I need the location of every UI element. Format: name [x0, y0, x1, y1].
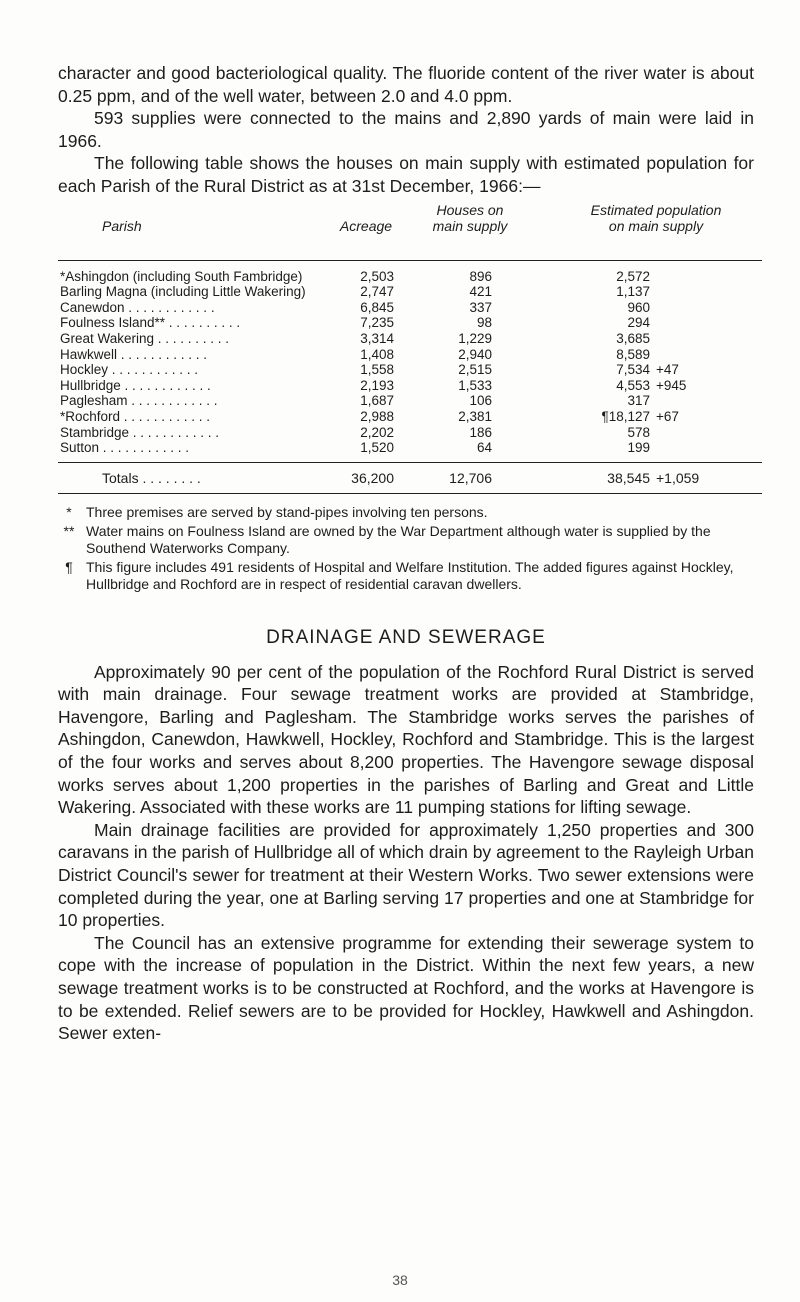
parish-cell: Hullbridge . . . . . . . . . . . . [60, 377, 211, 393]
table-header [58, 202, 762, 260]
population-cell: ¶18,127 [601, 408, 650, 424]
footnotes [58, 504, 754, 593]
footnote-text: This figure includes 491 residents of Hospital and Welfare Institution. The added figures against Hockley, Hullbridge and Rochford are in respect of residential caravan dwellers. [86, 559, 734, 593]
houses-cell: 421 [469, 284, 492, 300]
table-row [58, 378, 762, 394]
acreage-cell: 1,687 [360, 393, 394, 409]
table-row [58, 331, 762, 347]
parish-cell: Great Wakering . . . . . . . . . . [60, 330, 230, 346]
footnote-text: Water mains on Foulness Island are owned by the War Department although water is supplied by the Southend Waterworks Company. [86, 523, 711, 556]
population-cell: 3,685 [616, 330, 650, 346]
houses-cell: 98 [476, 315, 492, 331]
parish-cell: Sutton . . . . . . . . . . . . [60, 440, 190, 456]
houses-cell: 1,533 [458, 377, 492, 393]
table-row [58, 347, 762, 363]
acreage-cell: 2,193 [360, 377, 394, 393]
footnote-mark: ** [63, 523, 75, 540]
parish-cell: *Ashingdon (including South Fambridge) [60, 268, 303, 284]
table-row [58, 425, 762, 441]
caravan-cell: +945 [656, 377, 687, 393]
footnote [58, 523, 754, 556]
footnote-mark: ¶ [65, 559, 73, 576]
acreage-cell: 7,235 [360, 315, 394, 331]
section-paragraph-3: The Council has an extensive programme for extending their sewerage system to cope with the increase of population in the District. Within the next few years, a new sewage treatment works is to be constructed at Rochford, and the works at Havengore is to be extended. Relief sewers are to be provided for Hockley, Hawkwell and Ashingdon. Sewer exten- [58, 932, 754, 1044]
table-row [58, 393, 762, 409]
totals-caravan: +1,059 [656, 469, 700, 486]
header-houses: Houses on main supply [432, 201, 508, 234]
population-cell: 8,589 [616, 346, 650, 362]
population-cell: 317 [627, 393, 650, 409]
totals-acreage: 36,200 [351, 469, 394, 486]
header-acreage: Acreage [339, 217, 393, 234]
acreage-cell: 2,988 [360, 408, 394, 424]
section-paragraph-1: Approximately 90 per cent of the population of the Rochford Rural District is served with main drainage. Four sewage treatment works are provided at Stambridge, Havengore, Barling and Paglesham. The Stambridge works serves the parishes of Ashingdon, Canewdon, Hawkwell, Hockley, Rochford and Stambridge. This is the largest of the four works and serves about 8,200 properties. The Havengore sewage disposal works serves about 1,200 properties in the parishes of Barling and Great and Little Wakering. Associated with these works are 11 pumping stations for lifting sewage. [58, 661, 754, 818]
footnote [58, 504, 754, 521]
parish-cell: Paglesham . . . . . . . . . . . . [60, 393, 218, 409]
section-heading: DRAINAGE AND SEWERAGE [266, 626, 546, 648]
acreage-cell: 1,520 [360, 440, 394, 456]
acreage-cell: 6,845 [360, 299, 394, 315]
page-number: 38 [392, 1272, 408, 1288]
table-row [58, 409, 762, 425]
table-bottom-rule [58, 493, 762, 494]
acreage-cell: 2,747 [360, 284, 394, 300]
houses-cell: 2,381 [458, 408, 492, 424]
table-row [58, 300, 762, 316]
table-body [58, 261, 762, 462]
table-row [58, 362, 762, 378]
document-page [58, 62, 754, 1045]
population-cell: 199 [627, 440, 650, 456]
population-cell: 294 [627, 315, 650, 331]
acreage-cell: 1,558 [360, 362, 394, 378]
header-parish: Parish [102, 217, 142, 234]
parish-cell: Canewdon . . . . . . . . . . . . [60, 299, 215, 315]
acreage-cell: 2,503 [360, 268, 394, 284]
houses-cell: 2,515 [458, 362, 492, 378]
totals-population: 38,545 [607, 469, 650, 486]
footnote-mark: * [66, 503, 72, 520]
houses-cell: 186 [469, 424, 492, 440]
parish-cell: Foulness Island** . . . . . . . . . . [60, 315, 241, 331]
totals-row [58, 463, 762, 493]
parish-cell: *Rochford . . . . . . . . . . . . [60, 408, 211, 424]
population-cell: 7,534 [616, 362, 650, 378]
population-cell: 2,572 [616, 268, 650, 284]
caravan-cell: +67 [656, 408, 679, 424]
footnote [58, 559, 754, 592]
houses-cell: 64 [476, 440, 492, 456]
intro-paragraph-3: The following table shows the houses on main supply with estimated population for each Parish of the Rural District as at 31st December, 1966:— [58, 153, 754, 196]
houses-cell: 2,940 [458, 346, 492, 362]
acreage-cell: 2,202 [360, 424, 394, 440]
intro-paragraph-1: character and good bacteriological quality. The fluoride content of the river water is about 0.25 ppm, and of the well water, between 2.0 and 4.0 ppm. [58, 63, 754, 106]
population-cell: 1,137 [616, 284, 650, 300]
parish-cell: Barling Magna (including Little Wakering) [60, 284, 306, 300]
population-table [58, 202, 762, 494]
acreage-cell: 1,408 [360, 346, 394, 362]
table-row [58, 440, 762, 456]
totals-houses: 12,706 [449, 469, 492, 486]
parish-cell: Hawkwell . . . . . . . . . . . . [60, 346, 208, 362]
footnote-text: Three premises are served by stand-pipes involving ten persons. [86, 503, 488, 520]
table-row [58, 315, 762, 331]
parish-cell: Hockley . . . . . . . . . . . . [60, 362, 199, 378]
houses-cell: 106 [469, 393, 492, 409]
caravan-cell: +47 [656, 362, 679, 378]
table-row [58, 269, 762, 285]
parish-cell: Stambridge . . . . . . . . . . . . [60, 424, 220, 440]
houses-cell: 896 [469, 268, 492, 284]
population-cell: 960 [627, 299, 650, 315]
houses-cell: 337 [469, 299, 492, 315]
acreage-cell: 3,314 [360, 330, 394, 346]
population-cell: 4,553 [616, 377, 650, 393]
section-paragraph-2: Main drainage facilities are provided for approximately 1,250 properties and 300 caravans in the parish of Hullbridge all of which drain by agreement to the Rayleigh Urban District Council's sewer for treatment at their Western Works. Two sewer extensions were completed during the year, one at Barling serving 17 properties and one at Stambridge for 10 properties. [58, 819, 754, 931]
houses-cell: 1,229 [458, 330, 492, 346]
table-row [58, 284, 762, 300]
intro-paragraph-2: 593 supplies were connected to the mains and 2,890 yards of main were laid in 1966. [58, 108, 754, 151]
totals-label: Totals . . . . . . . . [102, 469, 201, 486]
population-cell: 578 [627, 424, 650, 440]
header-population: Estimated population on main supply [590, 201, 722, 234]
